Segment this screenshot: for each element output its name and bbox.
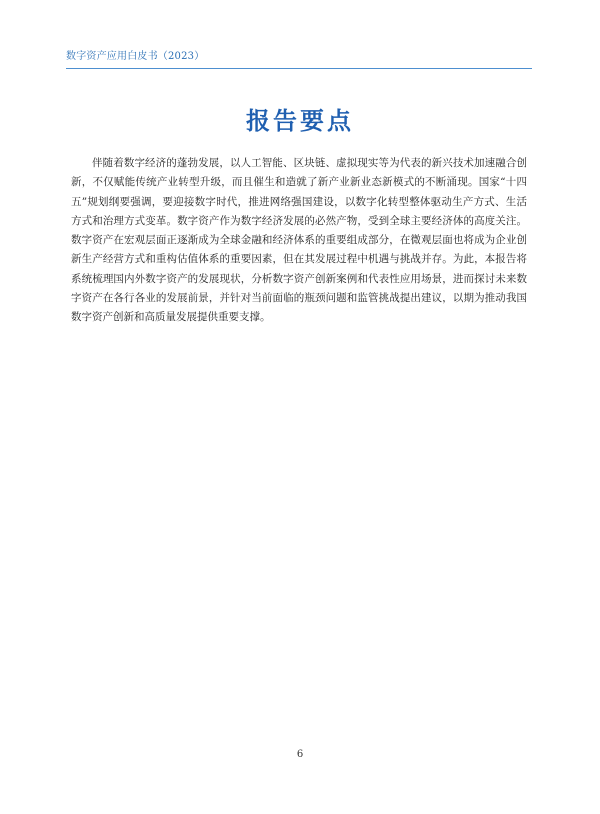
header-divider (66, 68, 532, 69)
body-paragraph: 伴随着数字经济的蓬勃发展，以人工智能、区块链、虚拟现实等为代表的新兴技术加速融合创新，不仅赋能传统产业转型升级，而且催生和造就了新产业新业态新模式的不断涌现。国家“十四五”规划纲要强调，要迎接数字时代，推进网络强国建设，以数字化转型整体驱动生产方式、生活方式和治理方式变革。数字资产作为数字经济发展的必然产物，受到全球主要经济体的高度关注。数字资产在宏观层面正逐渐成为全球金融和经济体系的重要组成部分，在微观层面也将成为企业创新生产经营方式和重构估值体系的重要因素，但在其发展过程中机遇与挑战并存。为此，本报告将系统梳理国内外数字资产的发展现状，分析数字资产创新案例和代表性应用场景，进而探讨未来数字资产在各行各业的发展前景，并针对当前面临的瓶颈问题和监管挑战提出建议，以期为推动我国数字资产创新和高质量发展提供重要支撑。 (71, 157, 527, 324)
page-title: 报告要点 (246, 106, 354, 135)
page-number: 6 (296, 749, 304, 760)
running-header (66, 50, 532, 64)
header-title: 数字资产应用白皮书（2023） (66, 51, 205, 62)
